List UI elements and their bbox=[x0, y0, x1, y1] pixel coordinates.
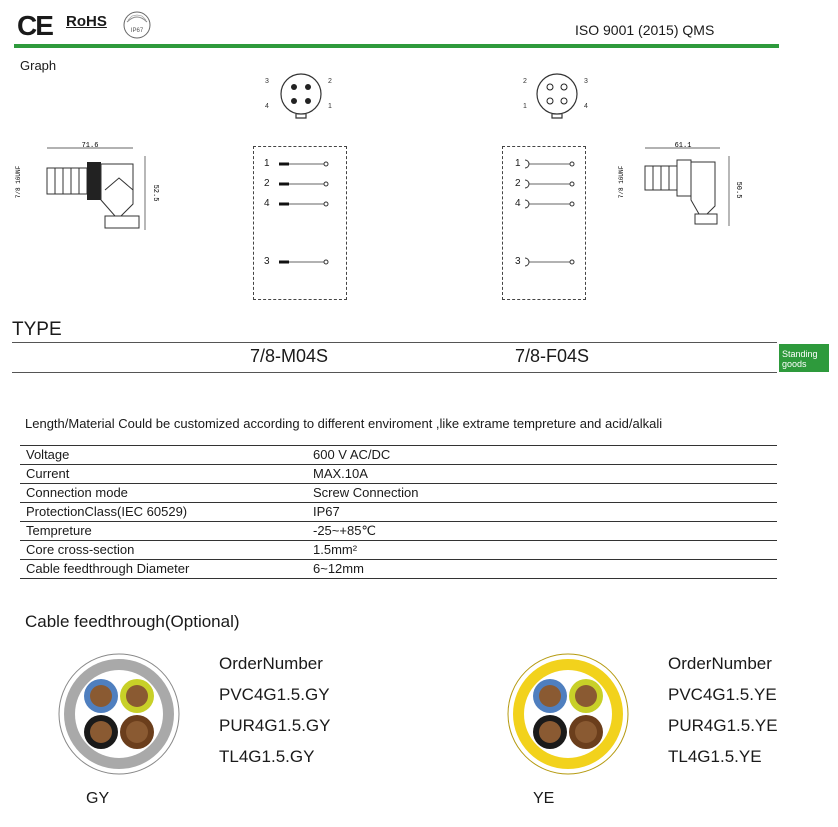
spec-value: Screw Connection bbox=[313, 484, 777, 503]
pin-label: 3 bbox=[265, 78, 269, 85]
male-thread-dim: 7/8 16UNF bbox=[15, 165, 22, 199]
pin-label: 1 bbox=[523, 103, 527, 110]
spec-label: Current bbox=[20, 465, 313, 484]
table-row bbox=[20, 522, 777, 541]
type-female: 7/8-F04S bbox=[515, 346, 590, 366]
cable-ye-cross-section-icon bbox=[506, 652, 630, 776]
order-number-title: OrderNumber bbox=[219, 654, 323, 673]
female-face-view bbox=[520, 72, 600, 122]
female-connector-face-icon bbox=[532, 72, 582, 122]
cable-gy-cross-section-icon bbox=[57, 652, 181, 776]
ip-badge-text: IP67 bbox=[130, 28, 144, 34]
pin-label: 2 bbox=[328, 78, 332, 85]
cable-gy-label: GY bbox=[86, 790, 110, 807]
table-row bbox=[20, 465, 777, 484]
spec-label: ProtectionClass(IEC 60529) bbox=[20, 503, 313, 522]
female-connector-drawing bbox=[615, 140, 745, 235]
iso-cert: ISO 9001 (2015) QMS bbox=[575, 22, 715, 38]
rohs-mark: RoHS bbox=[66, 13, 107, 30]
spec-label: Core cross-section bbox=[20, 541, 313, 560]
female-thread-dim: 7/8 16UNF bbox=[618, 165, 625, 199]
order-number: PVC4G1.5.GY bbox=[219, 685, 330, 704]
pin-label: 1 bbox=[328, 103, 332, 110]
spec-value: MAX.10A bbox=[313, 465, 777, 484]
male-length-dim: 71.6 bbox=[81, 142, 99, 150]
spec-label: Connection mode bbox=[20, 484, 313, 503]
standing-goods-badge: Standing goods bbox=[779, 344, 829, 372]
spec-value: 600 V AC/DC bbox=[313, 446, 777, 465]
type-heading: TYPE bbox=[12, 319, 62, 340]
type-top-line bbox=[12, 342, 777, 343]
male-connector-drawing bbox=[15, 140, 160, 235]
female-height-dim: 50.5 bbox=[734, 181, 742, 199]
pin-number: 2 bbox=[264, 178, 270, 189]
male-connector-face-icon bbox=[276, 72, 326, 122]
pin-number: 3 bbox=[515, 256, 521, 267]
spec-value: IP67 bbox=[313, 503, 777, 522]
spec-value: -25~+85℃ bbox=[313, 522, 777, 541]
graph-label: Graph bbox=[20, 58, 57, 73]
type-male: 7/8-M04S bbox=[250, 346, 329, 366]
spec-table bbox=[20, 445, 777, 579]
table-row bbox=[20, 541, 777, 560]
pin-number: 1 bbox=[264, 158, 270, 169]
spec-value: 6~12mm bbox=[313, 560, 777, 579]
order-number: TL4G1.5.YE bbox=[668, 747, 762, 766]
order-list-gy bbox=[219, 648, 331, 772]
pin-label: 2 bbox=[523, 78, 527, 85]
male-face-view bbox=[262, 72, 342, 122]
order-number: PUR4G1.5.YE bbox=[668, 716, 778, 735]
pin-number: 4 bbox=[515, 198, 521, 209]
table-row bbox=[20, 503, 777, 522]
pin-label: 4 bbox=[584, 103, 588, 110]
spec-value: 1.5mm² bbox=[313, 541, 777, 560]
pin-number: 2 bbox=[515, 178, 521, 189]
type-bottom-line bbox=[12, 372, 777, 373]
male-pin-schematic bbox=[253, 146, 347, 300]
table-row bbox=[20, 484, 777, 503]
male-height-dim: 52.5 bbox=[151, 184, 159, 202]
spec-label: Tempreture bbox=[20, 522, 313, 541]
female-pin-schematic bbox=[502, 146, 586, 300]
pin-number: 3 bbox=[264, 256, 270, 267]
pin-number: 4 bbox=[264, 198, 270, 209]
pin-number: 1 bbox=[515, 158, 521, 169]
spec-label: Voltage bbox=[20, 446, 313, 465]
male-pin-wiring bbox=[254, 147, 346, 299]
order-number: PVC4G1.5.YE bbox=[668, 685, 777, 704]
female-length-dim: 61.1 bbox=[674, 142, 692, 150]
header-divider bbox=[14, 44, 779, 48]
table-row bbox=[20, 446, 777, 465]
order-number: TL4G1.5.GY bbox=[219, 747, 315, 766]
pin-label: 4 bbox=[265, 103, 269, 110]
ce-mark: CE bbox=[17, 10, 52, 41]
table-row bbox=[20, 560, 777, 579]
customization-note: Length/Material Could be customized according to different enviroment ,like extrame tempreture and acid/alkali bbox=[25, 416, 663, 431]
ip67-badge-icon bbox=[122, 10, 152, 40]
pin-label: 3 bbox=[584, 78, 588, 85]
order-number: PUR4G1.5.GY bbox=[219, 716, 331, 735]
cable-ye-label: YE bbox=[533, 790, 555, 807]
order-number-title: OrderNumber bbox=[668, 654, 772, 673]
spec-label: Cable feedthrough Diameter bbox=[20, 560, 313, 579]
female-pin-wiring bbox=[503, 147, 585, 299]
cable-section-title: Cable feedthrough(Optional) bbox=[25, 612, 240, 631]
order-list-ye bbox=[668, 648, 778, 772]
